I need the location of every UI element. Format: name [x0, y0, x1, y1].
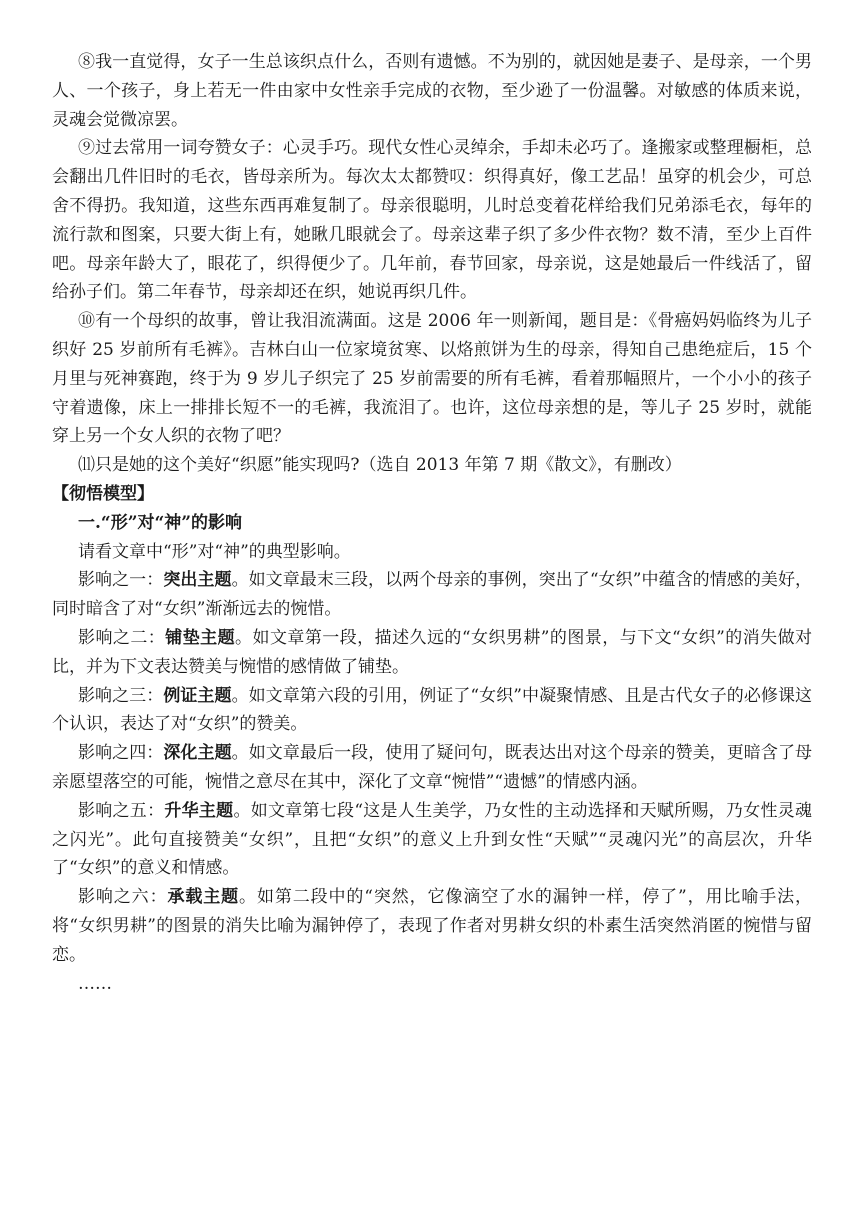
influence-keyword: 例证主题	[163, 685, 232, 706]
influence-text: 。如文章最末三段，以两个母亲的事例，突出了“女织”中蕴含的情感的美好，同时暗含了对“女织”渐渐远去的惋惜。	[52, 570, 813, 620]
influence-item	[52, 739, 812, 797]
influence-prefix: 影响之四：	[78, 743, 164, 764]
influence-prefix: 影响之三：	[78, 685, 164, 706]
influence-item	[52, 682, 812, 740]
influence-text: 。如文章第六段的引用，例证了“女织”中凝聚情感、且是古代女子的必修课这个认识，表达了对“女织”的赞美。	[52, 685, 813, 735]
influence-text: 。如第二段中的“突然，它像滴空了水的漏钟一样，停了”，用比喻手法，将“女织男耕”的图景的消失比喻为漏钟停了，表现了作者对男耕女织的朴素生活突然消匿的惋惜与留恋。	[52, 887, 813, 965]
paragraph-9: ⑨过去常用一词夸赞女子：心灵手巧。现代女性心灵绰余，手却未必巧了。逢搬家或整理橱柜，总会翻出几件旧时的毛衣，皆母亲所为。每次太太都赞叹：织得真好，像工艺品！虽穿的机会少，可总舍不得扔。我知道，这些东西再难复制了。母亲很聪明，儿时总变着花样给我们兄弟添毛衣，每年的流行款和图案，只要大街上有，她瞅几眼就会了。母亲这辈子织了多少件衣物？数不清，至少上百件吧。母亲年龄大了，眼花了，织得便少了。几年前，春节回家，母亲说，这是她最后一件线活了，留给孙子们。第二年春节，母亲却还在织，她说再织几件。	[52, 138, 812, 303]
intro-text: 请看文章中“形”对“神”的典型影响。	[78, 541, 351, 562]
influence-prefix: 影响之六：	[78, 887, 168, 908]
influence-text: 。如文章最后一段，使用了疑问句，既表达出对这个母亲的赞美，更暗含了母亲愿望落空的可能，惋惜之意尽在其中，深化了文章“惋惜”“遗憾”的情感内涵。	[52, 743, 813, 792]
influence-item	[52, 883, 812, 969]
paragraph-11: ⑾只是她的这个美好“织愿”能实现吗?（选自 2013 年第 7 期《散文》，有删改）	[78, 455, 682, 476]
influence-keyword: 突出主题	[163, 570, 232, 591]
influence-item	[52, 566, 812, 624]
influence-text: 。如文章第一段，描述久远的“女织男耕”的图景，与下文“女织”的消失做对比，并为下文表达赞美与惋惜的感情做了铺垫。	[52, 627, 813, 677]
influence-prefix: 影响之五：	[78, 800, 165, 821]
ellipsis: ……	[78, 973, 112, 994]
subsection-title: 一.“形”对“神”的影响	[78, 512, 243, 533]
section-title: 【彻悟模型】	[52, 483, 154, 504]
paragraph-8: ⑧我一直觉得，女子一生总该织点什么，否则有遗憾。不为别的，就因她是妻子、是母亲，一个男人、一个孩子，身上若无一件由家中女性亲手完成的衣物，至少逊了一份温馨。对敏感的体质来说，灵魂会觉微凉罢。	[52, 52, 812, 130]
paragraph-10: ⑩有一个母织的故事，曾让我泪流满面。这是 2006 年一则新闻，题目是：《骨癌妈妈临终为儿子织好 25 岁前所有毛裤》。吉林白山一位家境贫寒、以烙煎饼为生的母亲，得知自己患绝症后，15 个月里与死神赛跑，终于为 9 岁儿子织完了 25 岁前需要的所有毛裤，看着那幅照片，一个小小的孩子守着遗像，床上一排排长短不一的毛裤，我流泪了。也许，这位母亲想的是，等儿子 25 岁时，就能穿上另一个女人织的衣物了吧？	[52, 311, 813, 447]
influence-keyword: 铺垫主题	[165, 627, 236, 648]
influence-prefix: 影响之二：	[78, 627, 166, 648]
document-page	[52, 48, 812, 998]
influence-keyword: 承载主题	[167, 887, 240, 908]
influence-item	[52, 624, 812, 682]
influence-text: 。如文章第七段“这是人生美学，乃女性的主动选择和天赋所赐，乃女性灵魂之闪光”。此句直接赞美“女织”，且把“女织”的意义上升到女性“天赋”“灵魂闪光”的高层次，升华了“女织”的意义和情感。	[52, 800, 813, 879]
influence-keyword: 升华主题	[164, 800, 234, 821]
influence-keyword: 深化主题	[163, 743, 232, 764]
influence-item	[52, 797, 812, 883]
influence-prefix: 影响之一：	[78, 570, 164, 591]
